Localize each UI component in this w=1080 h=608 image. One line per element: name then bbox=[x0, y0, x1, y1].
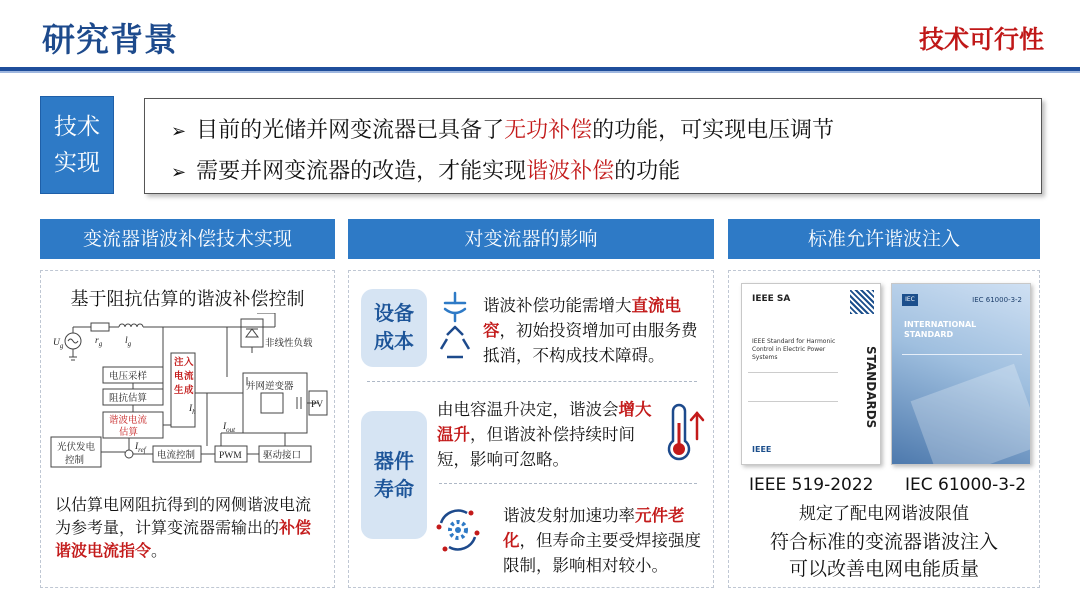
page-title: 研究背景 bbox=[42, 20, 178, 59]
lifetime-text-2: 谐波发射加速功率元件老化，但寿命主要受焊接强度限制，影响相对较小。 bbox=[503, 506, 701, 575]
col2-header: 对变流器的影响 bbox=[348, 219, 714, 259]
inject-current-box bbox=[174, 356, 194, 396]
pv-control-line1: 光伏发电 bbox=[57, 443, 96, 453]
highlight: 直流电容 bbox=[483, 296, 681, 340]
load-label: 非线性负载 bbox=[265, 339, 313, 349]
conclusion-line2: 可以改善电网电能质量 bbox=[788, 558, 979, 580]
pv-control-line2: 控制 bbox=[65, 456, 85, 466]
iout-label: $I_{out}$ bbox=[223, 422, 236, 434]
highlight: 无功补偿 bbox=[504, 118, 593, 143]
svg-text:生: 生 bbox=[174, 386, 184, 396]
circuit-diagram bbox=[47, 313, 331, 493]
standards-spine: STANDARDS bbox=[864, 345, 878, 429]
svg-text:电: 电 bbox=[174, 372, 184, 382]
ieee-logo: IEEE bbox=[752, 445, 772, 454]
ieee-standard-cover: IEEE SA IEEE Standard for Harmonic Control in Electric Power Systems STANDARDS IEEE bbox=[741, 283, 881, 465]
tech-label-line2: 实现 bbox=[54, 150, 100, 176]
svg-text:注: 注 bbox=[174, 358, 184, 368]
col3-header: 标准允许谐波注入 bbox=[728, 219, 1040, 259]
source-label: $U_g$ bbox=[53, 338, 64, 350]
tech-label-line1: 技术 bbox=[54, 114, 100, 140]
col1-description: 以估算电网阻抗得到的网侧谐波电流为参考量，计算变流器需输出的补偿谐波电流指令。 bbox=[55, 495, 312, 560]
pwm-box: PWM bbox=[219, 451, 242, 461]
pv-label: PV bbox=[311, 400, 324, 410]
ih-label: $I_h$ bbox=[189, 404, 196, 416]
harmonic-estimate-line1: 谐波电流 bbox=[109, 416, 148, 426]
lifetime-text-1: 由电容温升决定，谐波会增大温升，但谐波补偿持续时间短，影响可忽略。 bbox=[437, 400, 652, 469]
drive-interface-box: 驱动接口 bbox=[263, 451, 302, 461]
component-aging-icon bbox=[435, 507, 481, 553]
col2-body bbox=[348, 270, 714, 588]
svg-text:流: 流 bbox=[184, 372, 194, 382]
pattern-icon bbox=[850, 290, 874, 314]
bullet-2: ➢ 需要并网变流器的改造，才能实现谐波补偿的功能 bbox=[171, 159, 681, 184]
lifetime-label: 器件 寿命 bbox=[361, 411, 427, 539]
lg-label: $l_g$ bbox=[125, 336, 132, 348]
limit-note: 规定了配电网谐波限值 bbox=[799, 504, 969, 524]
arrow-icon: ➢ bbox=[171, 162, 187, 183]
arrow-icon: ➢ bbox=[171, 121, 187, 142]
iref-label: $I_{ref}$ bbox=[135, 442, 146, 454]
capacitor-cost-icon bbox=[435, 291, 479, 361]
svg-text:成: 成 bbox=[184, 386, 194, 396]
rg-label: $r_g$ bbox=[95, 336, 103, 348]
iec-standard-label: IEC 61000-3-2 bbox=[905, 475, 1027, 495]
header-divider-light bbox=[0, 71, 1080, 73]
col1-header: 变流器谐波补偿技术实现 bbox=[40, 219, 335, 259]
cost-label: 设备 成本 bbox=[361, 289, 427, 367]
impedance-estimate-box: 阻抗估算 bbox=[109, 394, 148, 404]
harmonic-estimate-line2: 估算 bbox=[119, 428, 139, 438]
page-tag: 技术可行性 bbox=[918, 25, 1044, 54]
divider bbox=[367, 381, 697, 382]
col3-body bbox=[728, 270, 1040, 588]
divider bbox=[439, 483, 697, 484]
inverter-label: 并网逆变器 bbox=[246, 382, 294, 392]
tech-label-box bbox=[40, 96, 114, 194]
highlight: 补偿谐波电流指令 bbox=[55, 518, 312, 560]
thermometer-icon bbox=[665, 403, 705, 469]
svg-text:入: 入 bbox=[184, 358, 194, 368]
highlight: 谐波补偿 bbox=[526, 159, 615, 184]
col1-body bbox=[40, 270, 335, 588]
voltage-sample-box: 电压采样 bbox=[109, 372, 148, 382]
bullet-1: ➢ 目前的光储并网变流器已具备了无功补偿的功能，可实现电压调节 bbox=[171, 118, 835, 143]
ieee-standard-label: IEEE 519-2022 bbox=[749, 475, 874, 495]
cost-text: 谐波补偿功能需增大直流电容，初始投资增加可由服务费抵消，不构成技术障碍。 bbox=[483, 296, 698, 365]
iec-standard-cover: IEC IEC 61000-3-2 INTERNATIONAL STANDARD bbox=[891, 283, 1031, 465]
highlight: 元件老化 bbox=[503, 506, 685, 550]
current-control-box: 电流控制 bbox=[157, 451, 196, 461]
conclusion-line1: 符合标准的变流器谐波注入 bbox=[769, 531, 998, 553]
highlight: 增大温升 bbox=[437, 400, 652, 444]
col1-title: 基于阻抗估算的谐波补偿控制 bbox=[70, 289, 305, 310]
tech-bullets bbox=[144, 98, 1042, 194]
